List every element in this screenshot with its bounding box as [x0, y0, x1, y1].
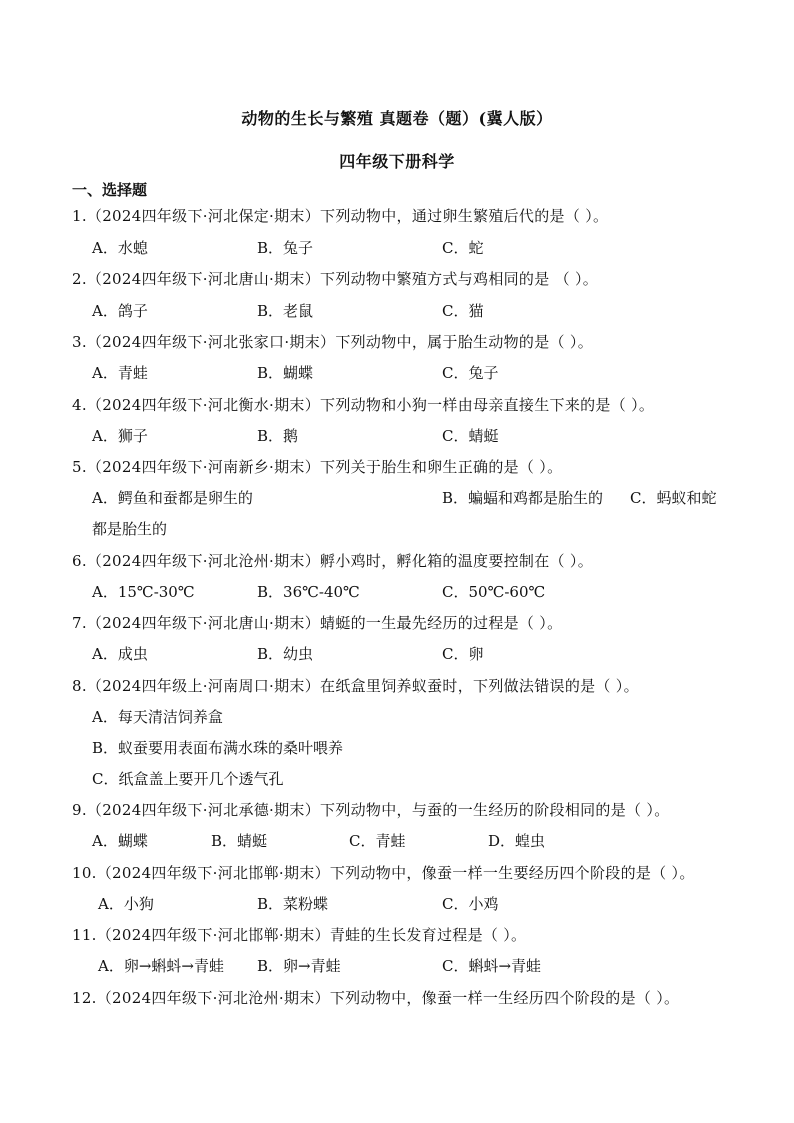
- q2-option-b: B．老鼠: [257, 302, 314, 320]
- q11-option-c: C．蝌蚪→青蛙: [442, 957, 542, 975]
- q5-option-b: B．蝙蝠和鸡都是胎生的: [442, 489, 604, 507]
- question-9: 9.（2024四年级下·河北承德·期末）下列动物中，与蚕的一生经历的阶段相同的是（ ）。: [72, 801, 670, 819]
- q10-option-a: A．小狗: [98, 895, 154, 913]
- q1-option-b: B．兔子: [257, 239, 314, 257]
- q2-option-a: A．鸽子: [92, 302, 148, 320]
- q7-option-b: B．幼虫: [257, 645, 314, 663]
- q4-option-b: B．鹅: [257, 427, 299, 445]
- question-7: 7.（2024四年级下·河北唐山·期末）蜻蜓的一生最先经历的过程是（ ）。: [72, 614, 563, 632]
- q7-option-a: A．成虫: [92, 645, 148, 663]
- q8-option-a: A．每天清洁饲养盒: [92, 708, 223, 726]
- q8-option-c: C．纸盒盖上要开几个透气孔: [92, 770, 284, 788]
- question-3: 3.（2024四年级下·河北张家口·期末）下列动物中，属于胎生动物的是（ ）。: [72, 333, 593, 351]
- q4-option-c: C．蜻蜓: [442, 427, 499, 445]
- q10-option-c: C．小鸡: [442, 895, 499, 913]
- question-8: 8.（2024四年级上·河南周口·期末）在纸盒里饲养蚁蚕时，下列做法错误的是（ ）。: [72, 677, 639, 695]
- question-1: 1.（2024四年级下·河北保定·期末）下列动物中，通过卵生繁殖后代的是（ ）。: [72, 207, 609, 225]
- q5-option-c-continuation: 都是胎生的: [92, 520, 168, 538]
- q11-option-b: B．卵→青蛙: [257, 957, 341, 975]
- q9-option-a: A．蝴蝶: [92, 832, 148, 850]
- q3-option-b: B．蝴蝶: [257, 364, 314, 382]
- question-5: 5.（2024四年级下·河南新乡·期末）下列关于胎生和卵生正确的是（ ）。: [72, 458, 563, 476]
- q10-option-b: B．菜粉蝶: [257, 895, 329, 913]
- question-6: 6.（2024四年级下·河北沧州·期末）孵小鸡时，孵化箱的温度要控制在（ ）。: [72, 552, 593, 570]
- q9-option-b: B．蜻蜓: [211, 832, 268, 850]
- question-4: 4.（2024四年级下·河北衡水·期末）下列动物和小狗一样由母亲直接生下来的是（ ）。: [72, 396, 655, 414]
- q3-option-c: C．兔子: [442, 364, 499, 382]
- section-heading: 一、选择题: [72, 181, 148, 199]
- document-title: 动物的生长与繁殖 真题卷（题）(冀人版）: [241, 109, 553, 128]
- q9-option-d: D．蝗虫: [488, 832, 546, 850]
- q1-option-c: C．蛇: [442, 239, 484, 257]
- q6-option-a: A．15℃-30℃: [92, 583, 195, 601]
- question-10: 10.（2024四年级下·河北邯郸·期末）下列动物中，像蚕一样一生要经历四个阶段的是（ ）。: [72, 864, 695, 882]
- question-11: 11.（2024四年级下·河北邯郸·期末）青蛙的生长发育过程是（ ）。: [72, 926, 527, 944]
- question-2: 2.（2024四年级下·河北唐山·期末）下列动物中繁殖方式与鸡相同的是 （ ）。: [72, 270, 599, 288]
- q4-option-a: A．狮子: [92, 427, 148, 445]
- document-subtitle: 四年级下册科学: [339, 152, 455, 171]
- q5-option-a: A．鳄鱼和蚕都是卵生的: [92, 489, 253, 507]
- q11-option-a: A．卵→蝌蚪→青蛙: [98, 957, 224, 975]
- question-12: 12.（2024四年级下·河北沧州·期末）下列动物中，像蚕一样一生经历四个阶段的是（ ）。: [72, 989, 680, 1007]
- q9-option-c: C．青蛙: [349, 832, 406, 850]
- q3-option-a: A．青蛙: [92, 364, 148, 382]
- q5-option-c: C．蚂蚁和蛇: [630, 489, 717, 507]
- q2-option-c: C．猫: [442, 302, 484, 320]
- q8-option-b: B．蚁蚕要用表面布满水珠的桑叶喂养: [92, 739, 344, 757]
- q6-option-c: C．50℃-60℃: [442, 583, 546, 601]
- q6-option-b: B．36℃-40℃: [257, 583, 360, 601]
- q1-option-a: A．水螅: [92, 239, 148, 257]
- q7-option-c: C．卵: [442, 645, 484, 663]
